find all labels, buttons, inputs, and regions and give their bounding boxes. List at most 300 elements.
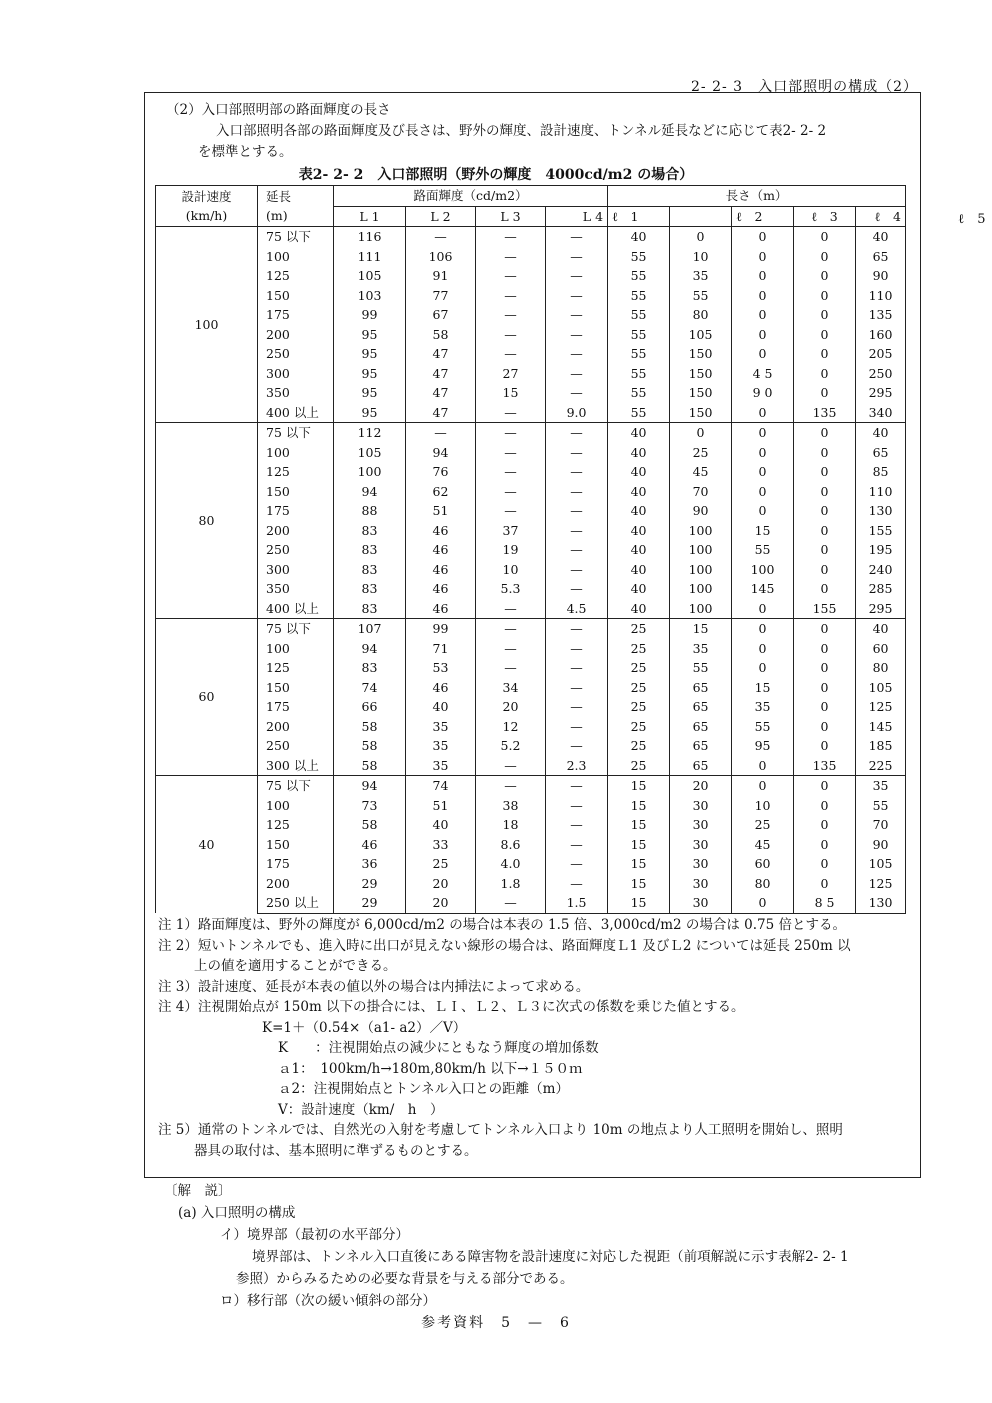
value-cell: 0 (794, 443, 856, 463)
col-ell3: ℓ 3 (794, 206, 856, 227)
value-cell: 0 (794, 854, 856, 874)
length-cell: 200 (258, 717, 334, 737)
table-row (156, 364, 906, 384)
value-cell: 107 (334, 619, 406, 639)
value-cell: 34 (476, 678, 546, 698)
value-cell: 47 (406, 344, 476, 364)
table-row (156, 227, 906, 247)
value-cell: 0 (794, 521, 856, 541)
length-cell: 250 (258, 736, 334, 756)
value-cell: 36 (334, 854, 406, 874)
value-cell: 145 (856, 717, 906, 737)
length-cell: 250 (258, 344, 334, 364)
value-cell: 83 (334, 599, 406, 619)
value-cell: 10 (476, 560, 546, 580)
table-row (156, 736, 906, 756)
value-cell: 0 (670, 423, 732, 443)
value-cell: 0 (794, 247, 856, 267)
value-cell: 95 (334, 403, 406, 423)
value-cell: — (406, 423, 476, 443)
speed-cell: 100 (156, 227, 258, 423)
intro-line-2: を標準とする。 (198, 144, 293, 160)
value-cell: 4.0 (476, 854, 546, 874)
value-cell: — (546, 815, 608, 835)
value-cell: 250 (856, 364, 906, 384)
value-cell: 0 (732, 639, 794, 659)
value-cell: — (546, 521, 608, 541)
value-cell: — (476, 482, 546, 502)
value-cell: 8 5 (794, 893, 856, 913)
length-cell: 150 (258, 286, 334, 306)
length-cell: 100 (258, 639, 334, 659)
value-cell: 65 (670, 717, 732, 737)
value-cell: — (476, 639, 546, 659)
value-cell: — (476, 344, 546, 364)
commentary-i-text-2: 参照）からみるための必要な背景を与える部分である。 (236, 1271, 574, 1287)
value-cell: — (546, 874, 608, 894)
value-cell: — (546, 364, 608, 384)
commentary-a: (a) 入口照明の構成 (178, 1205, 296, 1221)
value-cell: 95 (334, 344, 406, 364)
commentary-i-text-1: 境界部は、トンネル入口直後にある障害物を設計速度に対応した視距（前項解説に示す表解2- 2- 1 (252, 1249, 849, 1265)
notes (158, 915, 918, 1161)
value-cell: — (546, 579, 608, 599)
value-cell: 0 (794, 697, 856, 717)
col-ell5: ℓ 5 (958, 212, 986, 227)
value-cell: 12 (476, 717, 546, 737)
value-cell: 55 (670, 658, 732, 678)
length-cell: 75 以下 (258, 776, 334, 796)
value-cell: 83 (334, 521, 406, 541)
value-cell: 0 (794, 678, 856, 698)
value-cell: 25 (608, 697, 670, 717)
length-cell: 75 以下 (258, 423, 334, 443)
value-cell: 0 (732, 403, 794, 423)
value-cell: 65 (670, 736, 732, 756)
value-cell: 106 (406, 247, 476, 267)
value-cell: 55 (732, 717, 794, 737)
value-cell: 71 (406, 639, 476, 659)
note-4: 注 4）注視開始点が 150m 以下の掛合には、ＬＩ、Ｌ２、Ｌ３に次式の係数を乗じた値とする。 (158, 999, 745, 1015)
header-speed: 設計速度 (km/h) (156, 186, 258, 227)
value-cell: 25 (608, 717, 670, 737)
value-cell: 35 (406, 736, 476, 756)
table-row (156, 443, 906, 463)
col-ell1: ℓ 1 (608, 206, 670, 227)
value-cell: 35 (856, 776, 906, 796)
header-luminance: 路面輝度（cd/m2） (334, 186, 608, 207)
value-cell: 0 (794, 344, 856, 364)
value-cell: — (476, 599, 546, 619)
value-cell: 29 (334, 874, 406, 894)
value-cell: — (476, 658, 546, 678)
value-cell: — (476, 325, 546, 345)
note-1: 注 1）路面輝度は、野外の輝度が 6,000cd/m2 の場合は本表の 1.5 倍、3,000cd/m2 の場合は 0.75 倍とする。 (158, 917, 847, 933)
length-cell: 300 (258, 364, 334, 384)
value-cell: 0 (794, 579, 856, 599)
value-cell: 46 (406, 521, 476, 541)
value-cell: — (476, 756, 546, 776)
value-cell: 20 (670, 776, 732, 796)
length-cell: 100 (258, 796, 334, 816)
value-cell: 19 (476, 540, 546, 560)
value-cell: 0 (794, 266, 856, 286)
value-cell: — (546, 540, 608, 560)
value-cell: 105 (856, 678, 906, 698)
value-cell: 25 (732, 815, 794, 835)
value-cell: 83 (334, 540, 406, 560)
value-cell: 45 (670, 462, 732, 482)
value-cell: 55 (608, 383, 670, 403)
value-cell: 74 (406, 776, 476, 796)
value-cell: 100 (670, 560, 732, 580)
value-cell: — (476, 619, 546, 639)
value-cell: 83 (334, 658, 406, 678)
value-cell: 58 (334, 815, 406, 835)
table-row (156, 579, 906, 599)
value-cell: 295 (856, 383, 906, 403)
value-cell: 15 (608, 815, 670, 835)
value-cell: 88 (334, 501, 406, 521)
value-cell: 40 (608, 579, 670, 599)
speed-cell: 40 (156, 776, 258, 914)
value-cell: 9 0 (732, 383, 794, 403)
value-cell: 60 (732, 854, 794, 874)
value-cell: 4.5 (546, 599, 608, 619)
value-cell: 0 (794, 227, 856, 247)
value-cell: 15 (732, 521, 794, 541)
value-cell: — (476, 776, 546, 796)
value-cell: 0 (732, 658, 794, 678)
value-cell: 0 (732, 227, 794, 247)
value-cell: 100 (670, 540, 732, 560)
value-cell: 30 (670, 854, 732, 874)
value-cell: 0 (732, 247, 794, 267)
value-cell: 105 (334, 443, 406, 463)
note-4-a1: ａ1： 100km/h→180m,80km/h 以下→１５０ｍ (278, 1060, 583, 1077)
col-l1: L 1 (334, 206, 406, 227)
page-header: 2- 2- 3 入口部照明の構成（2） (691, 79, 918, 95)
value-cell: 27 (476, 364, 546, 384)
value-cell: 0 (732, 443, 794, 463)
value-cell: 47 (406, 383, 476, 403)
length-cell: 250 以上 (258, 893, 334, 913)
value-cell: 135 (856, 305, 906, 325)
value-cell: 285 (856, 579, 906, 599)
note-2-cont: 上の値を適用することができる。 (194, 958, 397, 974)
value-cell: 33 (406, 835, 476, 855)
note-4-a2: ａ2：注視開始点とトンネル入口との距離（m） (278, 1081, 569, 1097)
value-cell: 0 (732, 462, 794, 482)
length-cell: 200 (258, 325, 334, 345)
value-cell: 40 (856, 423, 906, 443)
value-cell: 73 (334, 796, 406, 816)
value-cell: 0 (794, 364, 856, 384)
value-cell: 150 (670, 364, 732, 384)
value-cell: 125 (856, 697, 906, 717)
length-cell: 175 (258, 854, 334, 874)
value-cell: 25 (608, 756, 670, 776)
value-cell: 25 (608, 619, 670, 639)
header-length: 延長 (m) (258, 186, 334, 227)
value-cell: 155 (794, 599, 856, 619)
table-row (156, 305, 906, 325)
value-cell: 0 (794, 619, 856, 639)
value-cell: 94 (334, 639, 406, 659)
value-cell: 65 (670, 678, 732, 698)
value-cell: 15 (476, 383, 546, 403)
value-cell: 0 (794, 462, 856, 482)
value-cell: 55 (608, 247, 670, 267)
length-cell: 125 (258, 658, 334, 678)
length-cell: 75 以下 (258, 619, 334, 639)
value-cell: 15 (608, 893, 670, 913)
length-cell: 175 (258, 305, 334, 325)
speed-cell: 60 (156, 619, 258, 776)
value-cell: 116 (334, 227, 406, 247)
value-cell: 74 (334, 678, 406, 698)
value-cell: 91 (406, 266, 476, 286)
page-footer: 参考資料 5 — 6 (421, 1315, 571, 1331)
value-cell: 5.3 (476, 579, 546, 599)
value-cell: 95 (732, 736, 794, 756)
value-cell: 155 (856, 521, 906, 541)
value-cell: 25 (608, 658, 670, 678)
table-row (156, 796, 906, 816)
value-cell: 40 (608, 462, 670, 482)
value-cell: 30 (670, 893, 732, 913)
value-cell: 0 (732, 776, 794, 796)
value-cell: 340 (856, 403, 906, 423)
value-cell: 30 (670, 874, 732, 894)
col-l2: L 2 (406, 206, 476, 227)
value-cell: 95 (334, 325, 406, 345)
value-cell: 62 (406, 482, 476, 502)
value-cell: 100 (670, 599, 732, 619)
value-cell: 0 (794, 305, 856, 325)
value-cell: 65 (670, 756, 732, 776)
value-cell: 100 (670, 579, 732, 599)
value-cell: — (476, 403, 546, 423)
value-cell: 83 (334, 579, 406, 599)
length-cell: 125 (258, 266, 334, 286)
value-cell: 37 (476, 521, 546, 541)
lighting-table (155, 185, 906, 914)
value-cell: — (476, 247, 546, 267)
value-cell: 40 (406, 697, 476, 717)
value-cell: 150 (670, 383, 732, 403)
value-cell: 0 (794, 717, 856, 737)
table-row (156, 697, 906, 717)
value-cell: 29 (334, 893, 406, 913)
value-cell: 20 (406, 874, 476, 894)
value-cell: 0 (732, 893, 794, 913)
value-cell: 58 (334, 717, 406, 737)
value-cell: — (476, 893, 546, 913)
value-cell: 0 (794, 423, 856, 443)
value-cell: 46 (406, 579, 476, 599)
value-cell: 70 (670, 482, 732, 502)
value-cell: 46 (406, 540, 476, 560)
intro-line-1: 入口部照明各部の路面輝度及び長さは、野外の輝度、設計速度、トンネル延長などに応じて表2- 2- 2 (216, 123, 827, 139)
value-cell: 100 (670, 521, 732, 541)
value-cell: 105 (670, 325, 732, 345)
value-cell: — (476, 227, 546, 247)
value-cell: — (476, 266, 546, 286)
value-cell: 47 (406, 403, 476, 423)
value-cell: 95 (334, 364, 406, 384)
length-cell: 250 (258, 540, 334, 560)
value-cell: 160 (856, 325, 906, 345)
table-row (156, 521, 906, 541)
value-cell: — (546, 383, 608, 403)
value-cell: 145 (732, 579, 794, 599)
value-cell: — (546, 423, 608, 443)
value-cell: 0 (732, 482, 794, 502)
value-cell: — (546, 639, 608, 659)
value-cell: 205 (856, 344, 906, 364)
value-cell: 0 (732, 501, 794, 521)
table-row (156, 540, 906, 560)
note-4-formula: K=1＋（0.54×（a1- a2）／V） (262, 1019, 467, 1036)
value-cell: 0 (794, 658, 856, 678)
value-cell: — (546, 560, 608, 580)
value-cell: 70 (856, 815, 906, 835)
table-row (156, 403, 906, 423)
value-cell: 5.2 (476, 736, 546, 756)
value-cell: — (546, 717, 608, 737)
value-cell: 25 (608, 678, 670, 698)
col-l3: L 3 (476, 206, 546, 227)
value-cell: 1.8 (476, 874, 546, 894)
col-ell4: ℓ 4 (856, 206, 906, 227)
value-cell: 0 (794, 776, 856, 796)
value-cell: 130 (856, 893, 906, 913)
value-cell: 0 (794, 736, 856, 756)
commentary-heading: 〔解 説〕 (164, 1183, 232, 1199)
value-cell: 15 (670, 619, 732, 639)
table-row (156, 423, 906, 443)
value-cell: — (476, 423, 546, 443)
table-row (156, 286, 906, 306)
value-cell: — (476, 286, 546, 306)
value-cell: 55 (856, 796, 906, 816)
length-cell: 150 (258, 678, 334, 698)
value-cell: 55 (608, 266, 670, 286)
value-cell: 55 (608, 305, 670, 325)
value-cell: 0 (732, 286, 794, 306)
value-cell: 40 (856, 227, 906, 247)
value-cell: 185 (856, 736, 906, 756)
value-cell: 1.5 (546, 893, 608, 913)
value-cell: — (546, 776, 608, 796)
value-cell: 15 (608, 874, 670, 894)
value-cell: 295 (856, 599, 906, 619)
value-cell: 20 (406, 893, 476, 913)
value-cell: 47 (406, 364, 476, 384)
note-5-cont: 器具の取付は、基本照明に準ずるものとする。 (194, 1142, 478, 1159)
value-cell: 0 (794, 874, 856, 894)
value-cell: 40 (406, 815, 476, 835)
value-cell: 46 (406, 678, 476, 698)
value-cell: 105 (856, 854, 906, 874)
value-cell: — (406, 227, 476, 247)
value-cell: 15 (608, 854, 670, 874)
length-cell: 150 (258, 482, 334, 502)
note-4-v: V：設計速度（km/ h ） (278, 1101, 444, 1118)
value-cell: — (546, 796, 608, 816)
table-row (156, 893, 906, 913)
value-cell: 46 (406, 560, 476, 580)
value-cell: 38 (476, 796, 546, 816)
value-cell: 90 (670, 501, 732, 521)
value-cell: 55 (608, 286, 670, 306)
speed-cell: 80 (156, 423, 258, 619)
table-row (156, 678, 906, 698)
value-cell: 111 (334, 247, 406, 267)
length-cell: 400 以上 (258, 599, 334, 619)
value-cell: 40 (608, 521, 670, 541)
value-cell: — (546, 227, 608, 247)
value-cell: 0 (794, 796, 856, 816)
value-cell: 105 (334, 266, 406, 286)
value-cell: 99 (334, 305, 406, 325)
table-row (156, 266, 906, 286)
table-row (156, 835, 906, 855)
value-cell: 10 (732, 796, 794, 816)
table-row (156, 501, 906, 521)
table-title: 表2- 2- 2 入口部照明（野外の輝度 4000cd/m2 の場合） (298, 167, 694, 183)
col-ell2: ℓ 2 (732, 206, 794, 227)
value-cell: 0 (794, 482, 856, 502)
value-cell: 100 (732, 560, 794, 580)
value-cell: 95 (334, 383, 406, 403)
value-cell: 67 (406, 305, 476, 325)
value-cell: — (546, 482, 608, 502)
length-cell: 350 (258, 383, 334, 403)
value-cell: 15 (608, 835, 670, 855)
table-row (156, 815, 906, 835)
value-cell: 77 (406, 286, 476, 306)
note-3: 注 3）設計速度、延長が本表の値以外の場合は内挿法によって求める。 (158, 978, 590, 995)
value-cell: 0 (794, 540, 856, 560)
value-cell: — (546, 286, 608, 306)
value-cell: 40 (608, 423, 670, 443)
value-cell: 35 (406, 717, 476, 737)
value-cell: 40 (856, 619, 906, 639)
value-cell: 0 (794, 501, 856, 521)
table-row (156, 325, 906, 345)
table-row (156, 658, 906, 678)
value-cell: 46 (406, 599, 476, 619)
value-cell: 85 (856, 462, 906, 482)
table-row (156, 639, 906, 659)
value-cell: 0 (732, 423, 794, 443)
value-cell: 0 (794, 383, 856, 403)
value-cell: 94 (406, 443, 476, 463)
value-cell: 195 (856, 540, 906, 560)
value-cell: — (546, 462, 608, 482)
value-cell: 40 (608, 599, 670, 619)
value-cell: 58 (334, 756, 406, 776)
value-cell: 135 (794, 756, 856, 776)
value-cell: 25 (670, 443, 732, 463)
value-cell: — (546, 344, 608, 364)
value-cell: 0 (794, 325, 856, 345)
value-cell: 130 (856, 501, 906, 521)
value-cell: 80 (732, 874, 794, 894)
length-cell: 100 (258, 247, 334, 267)
